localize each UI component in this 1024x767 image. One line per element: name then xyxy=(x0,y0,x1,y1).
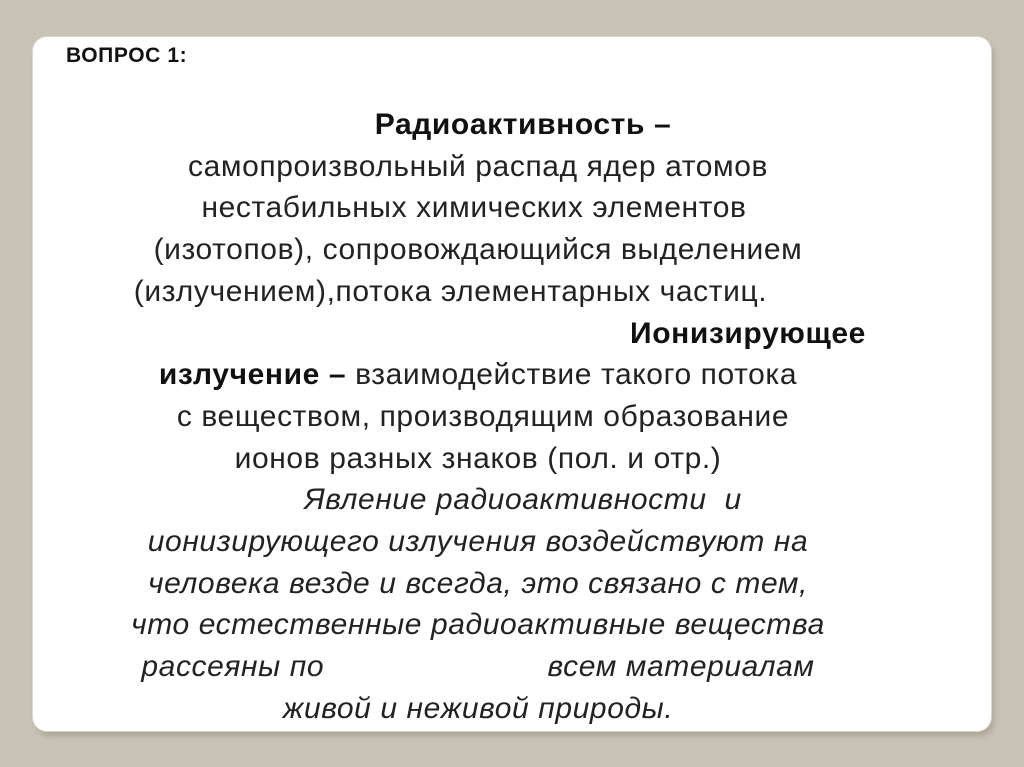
radioactivity-definition-line: (изотопов), сопровождающийся выделением xyxy=(153,233,803,267)
slide-body-text xyxy=(60,104,896,730)
radioactivity-definition-line: нестабильных химических элементов xyxy=(201,191,747,225)
italic-paragraph-line: человека везде и всегда, это связано с тем, xyxy=(148,566,808,600)
italic-paragraph-line: что естественные радиоактивные вещества xyxy=(131,608,825,642)
italic-paragraph-line: живой и неживой природы. xyxy=(282,691,674,725)
ionizing-definition-line xyxy=(60,354,896,396)
ionizing-definition-line: с веществом, производящим образование xyxy=(176,399,790,433)
ionizing-term-part1: Ионизирующее xyxy=(630,316,866,350)
radioactivity-definition-line: самопроизвольный распад ядер атомов xyxy=(187,149,769,183)
italic-paragraph-line: ионизирующего излучения воздействуют на xyxy=(147,525,809,559)
ionizing-definition-line: ионов разных знаков (пол. и отр.) xyxy=(234,441,722,475)
radioactivity-term: Радиоактивность – xyxy=(374,108,672,141)
radioactivity-definition-line: (излучением),потока элементарных частиц. xyxy=(133,274,768,308)
italic-paragraph-line: Явление радиоактивности и xyxy=(304,483,742,517)
ionizing-definition-first-line: взаимодействие такого потока xyxy=(346,358,798,392)
question-label: ВОПРОС 1: xyxy=(66,44,188,67)
italic-paragraph-line: рассеяны по всем материалам xyxy=(141,650,815,684)
ionizing-term-part2: излучение – xyxy=(158,358,347,392)
